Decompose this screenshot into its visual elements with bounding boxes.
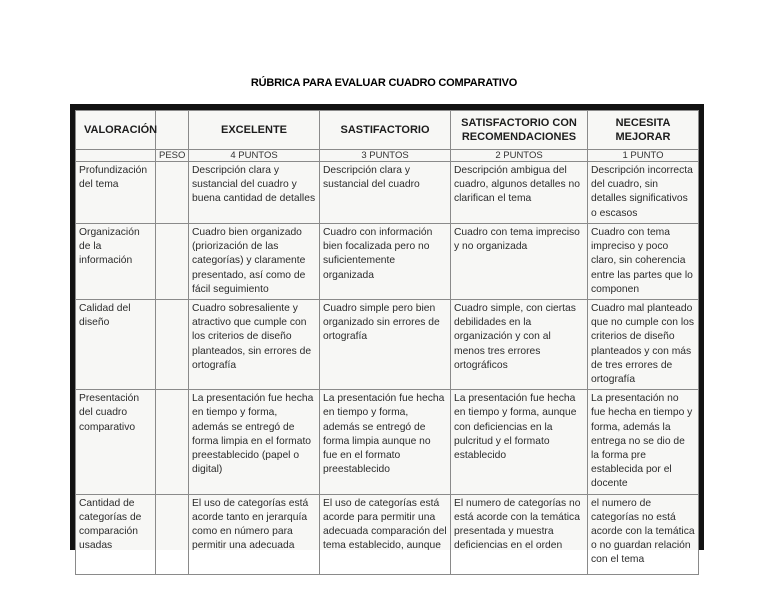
points-4: 4 PUNTOS bbox=[189, 150, 320, 162]
header-level-necesita-mejorar: NECESITA MEJORAR bbox=[588, 111, 699, 150]
rubric-cell: Cuadro con tema impreciso y no organizada bbox=[451, 224, 588, 300]
header-peso-blank bbox=[156, 111, 189, 150]
rubric-cell: El uso de categorías está acorde para permitir una adecuada comparación del tema establecido, aunque bbox=[320, 494, 451, 574]
header-valoracion: VALORACIÓN bbox=[76, 111, 156, 150]
table-row bbox=[76, 224, 699, 300]
table-row bbox=[76, 494, 699, 574]
rubric-cell: La presentación fue hecha en tiempo y forma, aunque con deficiencias en la pulcritud y el formato establecido bbox=[451, 390, 588, 494]
rubric-cell: Cuadro simple, con ciertas debilidades en la organización y con al menos tres errores ortográficos bbox=[451, 300, 588, 390]
rubric-cell: Cuadro bien organizado (priorización de las categorías) y claramente presentado, así como de fácil seguimiento bbox=[189, 224, 320, 300]
points-row bbox=[76, 150, 699, 162]
rubric-cell: El uso de categorías está acorde tanto en jerarquía como en número para permitir una adecuada bbox=[189, 494, 320, 574]
criterion-cell: Organización de la información bbox=[76, 224, 156, 300]
peso-cell bbox=[156, 494, 189, 574]
rubric-table-container bbox=[75, 110, 698, 566]
rubric-cell: el numero de categorías no está acorde con la temática o no guardan relación con el tema bbox=[588, 494, 699, 574]
points-1: 1 PUNTO bbox=[588, 150, 699, 162]
criterion-cell: Presentación del cuadro comparativo bbox=[76, 390, 156, 494]
rubric-cell: Cuadro sobresaliente y atractivo que cumple con los criterios de diseño planteados, sin errores de ortografía bbox=[189, 300, 320, 390]
peso-label: PESO bbox=[156, 150, 189, 162]
rubric-cell: Cuadro con tema impreciso y poco claro, sin coherencia entre las partes que lo componen bbox=[588, 224, 699, 300]
peso-cell bbox=[156, 224, 189, 300]
points-blank bbox=[76, 150, 156, 162]
criterion-cell: Cantidad de categorías de comparación usadas bbox=[76, 494, 156, 574]
rubric-cell: Descripción clara y sustancial del cuadro y buena cantidad de detalles bbox=[189, 162, 320, 224]
rubric-image-frame bbox=[70, 104, 704, 566]
rubric-cell: La presentación fue hecha en tiempo y forma, además se entregó de forma limpia en el formato preestablecido (papel o digital) bbox=[189, 390, 320, 494]
table-row bbox=[76, 390, 699, 494]
document-title: RÚBRICA PARA EVALUAR CUADRO COMPARATIVO bbox=[250, 77, 518, 89]
peso-cell bbox=[156, 162, 189, 224]
table-row bbox=[76, 162, 699, 224]
rubric-cell: El numero de categorías no está acorde con la temática presentada y muestra deficiencias en el orden bbox=[451, 494, 588, 574]
header-level-excelente: EXCELENTE bbox=[189, 111, 320, 150]
peso-cell bbox=[156, 390, 189, 494]
rubric-cell: Cuadro simple pero bien organizado sin errores de ortografía bbox=[320, 300, 451, 390]
header-level-sastifactorio: SASTIFACTORIO bbox=[320, 111, 451, 150]
points-2: 2 PUNTOS bbox=[451, 150, 588, 162]
criterion-cell: Calidad del diseño bbox=[76, 300, 156, 390]
points-3: 3 PUNTOS bbox=[320, 150, 451, 162]
rubric-table bbox=[75, 110, 699, 575]
rubric-cell: Descripción incorrecta del cuadro, sin detalles significativos o escasos bbox=[588, 162, 699, 224]
table-row bbox=[76, 300, 699, 390]
criterion-cell: Profundización del tema bbox=[76, 162, 156, 224]
header-level-satisfactorio-recomendaciones: SATISFACTORIO CON RECOMENDACIONES bbox=[451, 111, 588, 150]
rubric-cell: Cuadro con información bien focalizada pero no suficientemente organizada bbox=[320, 224, 451, 300]
rubric-cell: La presentación no fue hecha en tiempo y forma, además la entrega no se dio de la forma pre establecida por el docente bbox=[588, 390, 699, 494]
rubric-cell: Descripción ambigua del cuadro, algunos detalles no clarifican el tema bbox=[451, 162, 588, 224]
rubric-cell: Descripción clara y sustancial del cuadro bbox=[320, 162, 451, 224]
peso-cell bbox=[156, 300, 189, 390]
rubric-cell: La presentación fue hecha en tiempo y forma, además se entregó de forma limpia aunque no fue en el formato preestablecido bbox=[320, 390, 451, 494]
header-row bbox=[76, 111, 699, 150]
rubric-cell: Cuadro mal planteado que no cumple con los criterios de diseño planteados y con más de tres errores de ortografía bbox=[588, 300, 699, 390]
